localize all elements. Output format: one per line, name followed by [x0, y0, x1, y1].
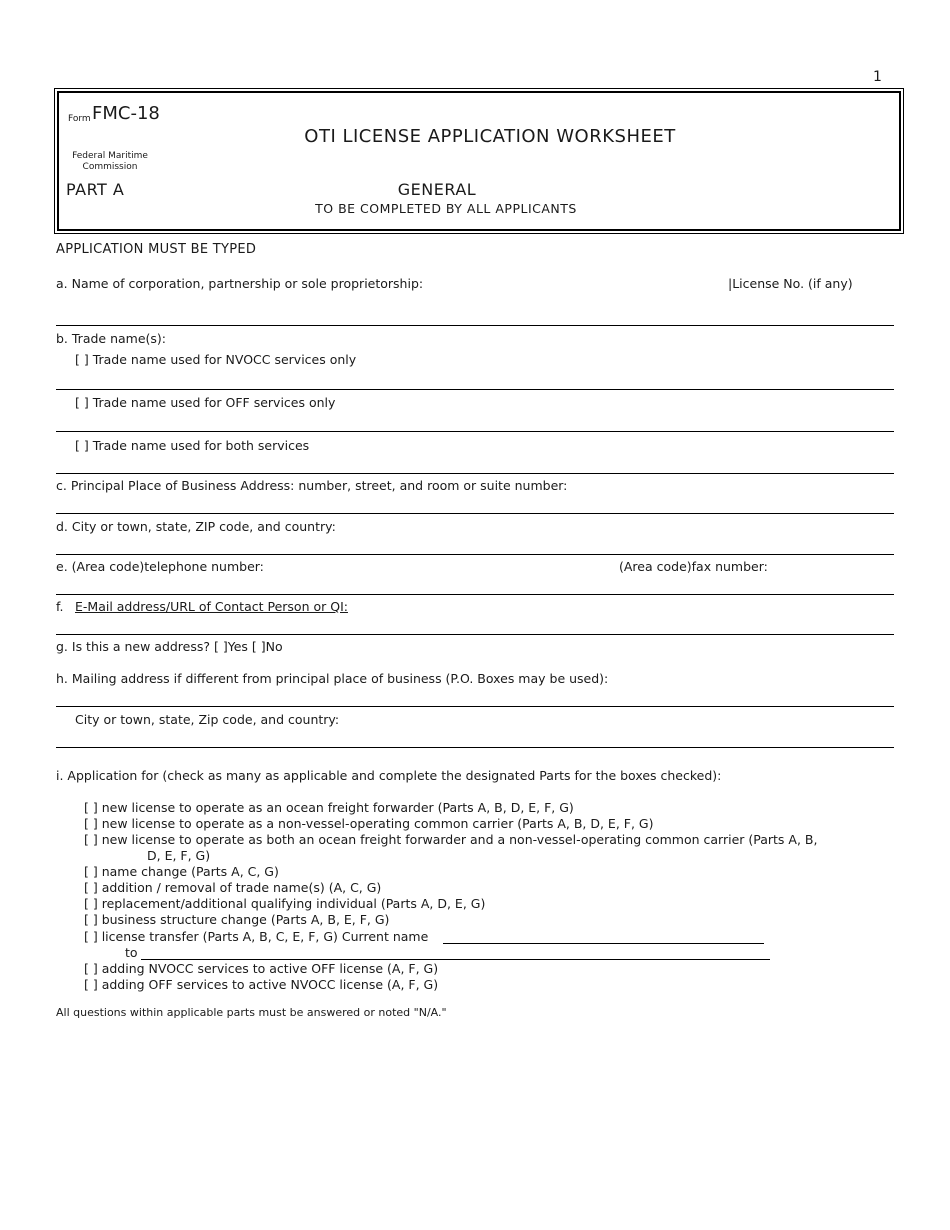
fax-number-label: (Area code)fax number:: [619, 559, 768, 574]
trade-name-off-line[interactable]: [56, 431, 894, 432]
transfer-to-label: to: [125, 945, 138, 960]
application-option[interactable]: [ ] business structure change (Parts A, B, E, F, G): [84, 912, 390, 927]
mailing-city-line[interactable]: [56, 747, 894, 748]
trade-name-nvocc-option[interactable]: [ ] Trade name used for NVOCC services only: [75, 352, 357, 367]
application-option[interactable]: [ ] addition / removal of trade name(s) (A, C, G): [84, 880, 382, 895]
license-number-label: |License No. (if any): [728, 276, 853, 291]
application-option[interactable]: [ ] adding OFF services to active NVOCC license (A, F, G): [84, 977, 439, 992]
trade-name-both-line[interactable]: [56, 473, 894, 474]
typing-instruction: APPLICATION MUST BE TYPED: [56, 242, 257, 257]
field-c-label: c. Principal Place of Business Address: number, street, and room or suite number:: [56, 478, 568, 493]
application-option[interactable]: [ ] new license to operate as an ocean freight forwarder (Parts A, B, D, E, F, G): [84, 800, 574, 815]
form-number: FMC-18: [92, 103, 160, 124]
application-option-license-transfer[interactable]: [ ] license transfer (Parts A, B, C, E, F, G) Current name: [84, 929, 429, 944]
application-option[interactable]: [ ] new license to operate as a non-vessel-operating common carrier (Parts A, B, D, E, F, G): [84, 816, 654, 831]
field-a-line[interactable]: [56, 325, 894, 326]
transfer-to-line[interactable]: [141, 959, 770, 960]
mailing-city-label: City or town, state, Zip code, and country:: [75, 712, 340, 727]
trade-name-off-option[interactable]: [ ] Trade name used for OFF services only: [75, 395, 336, 410]
application-option[interactable]: [ ] adding NVOCC services to active OFF license (A, F, G): [84, 961, 439, 976]
agency-name: Federal Maritime Commission: [72, 151, 148, 172]
part-label: PART A: [66, 180, 125, 199]
footnote: All questions within applicable parts must be answered or noted "N/A.": [56, 1006, 447, 1019]
application-option-continued: D, E, F, G): [147, 848, 211, 863]
field-a-label: a. Name of corporation, partnership or sole proprietorship:: [56, 276, 424, 291]
field-f-prefix: f.: [56, 599, 64, 614]
field-e-line[interactable]: [56, 594, 894, 595]
current-name-line[interactable]: [443, 943, 764, 944]
field-c-line[interactable]: [56, 513, 894, 514]
new-address-question[interactable]: g. Is this a new address? [ ]Yes [ ]No: [56, 639, 283, 654]
form-prefix: Form: [68, 114, 91, 124]
field-h-line[interactable]: [56, 706, 894, 707]
field-e-label: e. (Area code)telephone number:: [56, 559, 264, 574]
field-f-label: E-Mail address/URL of Contact Person or QI:: [75, 599, 348, 614]
trade-name-nvocc-line[interactable]: [56, 389, 894, 390]
section-subtitle: TO BE COMPLETED BY ALL APPLICANTS: [315, 201, 577, 216]
application-option[interactable]: [ ] replacement/additional qualifying individual (Parts A, D, E, G): [84, 896, 486, 911]
application-option[interactable]: [ ] new license to operate as both an ocean freight forwarder and a non-vessel-operating common carrier (Parts A, B,: [84, 832, 818, 847]
trade-name-both-option[interactable]: [ ] Trade name used for both services: [75, 438, 310, 453]
field-b-label: b. Trade name(s):: [56, 331, 167, 346]
field-d-label: d. City or town, state, ZIP code, and country:: [56, 519, 336, 534]
field-f-line[interactable]: [56, 634, 894, 635]
application-intro: i. Application for (check as many as applicable and complete the designated Parts for the boxes checked):: [56, 768, 722, 783]
field-h-label: h. Mailing address if different from principal place of business (P.O. Boxes may be used):: [56, 671, 609, 686]
page-number: 1: [873, 69, 882, 85]
application-option[interactable]: [ ] name change (Parts A, C, G): [84, 864, 279, 879]
field-d-line[interactable]: [56, 554, 894, 555]
section-label: GENERAL: [397, 180, 477, 199]
form-title: OTI LICENSE APPLICATION WORKSHEET: [304, 126, 676, 147]
